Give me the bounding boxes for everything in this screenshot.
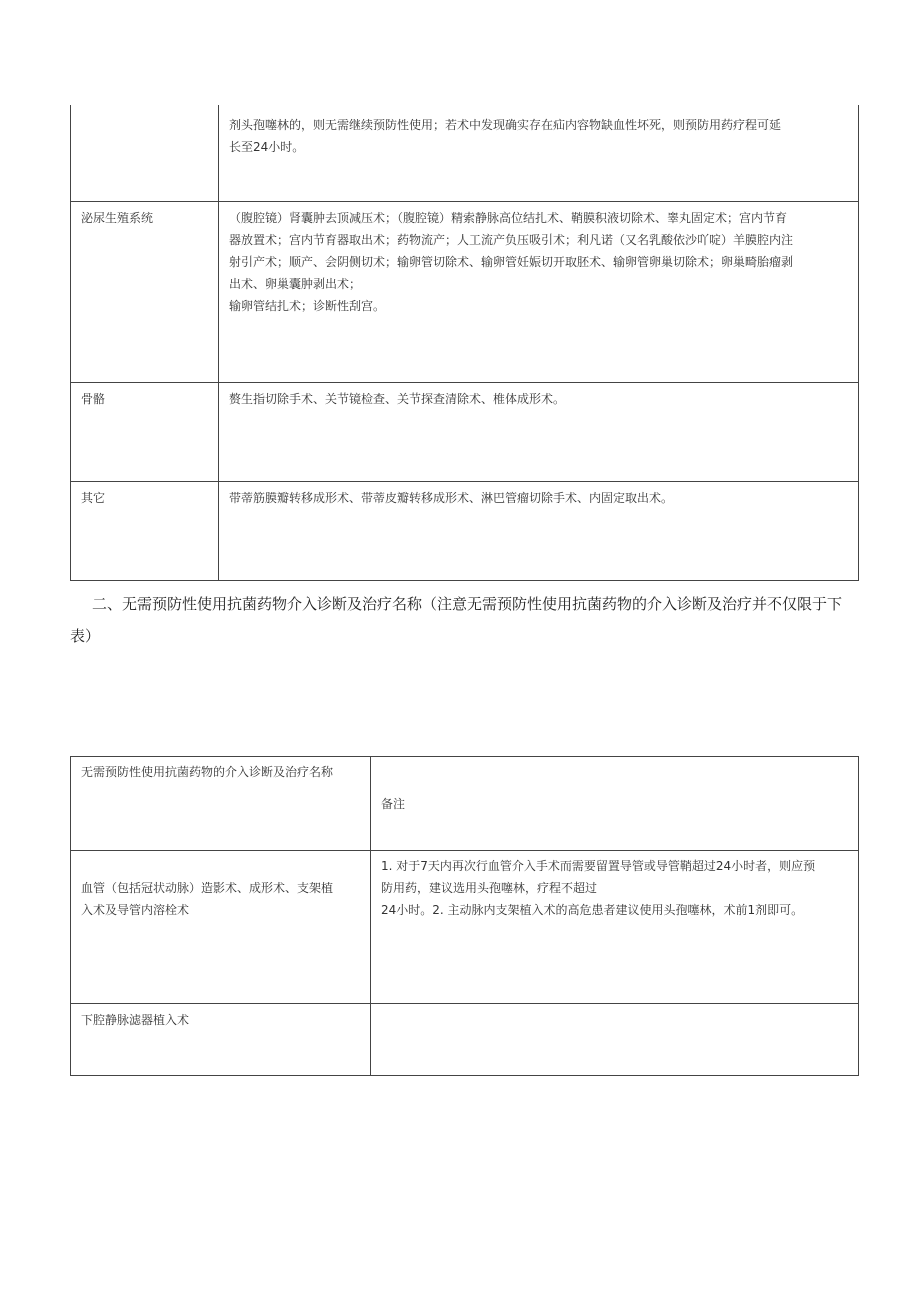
category-cell	[71, 481, 219, 580]
header-name: 无需预防性使用抗菌药物的介入诊断及治疗名称	[81, 765, 334, 779]
content-line: 输卵管结扎术；诊断性刮宫。	[229, 298, 386, 313]
header-note-cell	[371, 757, 859, 851]
name-cell	[71, 1004, 371, 1076]
table-row	[71, 382, 859, 481]
table-header-row	[71, 757, 859, 851]
content-line: 剂头孢噻林的，则无需继续预防性使用；若术中发现确实存在疝内容物缺血性坏死，则预防用药疗程可延	[229, 118, 782, 132]
name-line: 血管（包括冠状动脉）造影术、成形术、支架植	[81, 881, 334, 895]
category-label: 其它	[81, 490, 106, 505]
category-cell	[71, 105, 219, 201]
note-line: 24小时。2. 主动脉内支架植入术的高危患者建议使用头孢噻林，术前1剂即可。	[381, 903, 804, 917]
table-row	[71, 105, 859, 201]
name-line: 下腔静脉滤器植入术	[81, 1013, 190, 1027]
content-line: 器放置术；宫内节育器取出术；药物流产；人工流产负压吸引术；利凡诺（又名乳酸依沙吖啶）羊膜腔内注	[229, 232, 794, 247]
name-cell	[71, 851, 371, 1004]
table-row	[71, 201, 859, 382]
header-note: 备注	[381, 797, 406, 811]
content-line: 出术、卵巢囊肿剥出术；	[229, 276, 362, 291]
header-name-cell	[71, 757, 371, 851]
category-label: 泌尿生殖系统	[81, 210, 154, 225]
intervention-table	[70, 756, 859, 1076]
content-line: 带蒂筋膜瓣转移成形术、带蒂皮瓣转移成形术、淋巴管瘤切除手术、内固定取出术。	[229, 490, 674, 505]
surgery-category-table	[70, 105, 859, 581]
note-line: 1. 对于7天内再次行血管介入手术而需要留置导管或导管鞘超过24小时者，则应预	[381, 859, 816, 873]
category-label: 骨骼	[81, 391, 106, 406]
table-row	[71, 481, 859, 580]
category-cell	[71, 382, 219, 481]
content-line: 长至24小时。	[229, 140, 305, 154]
content-cell	[219, 105, 859, 201]
table-row	[71, 851, 859, 1004]
name-line: 入术及导管内溶栓术	[81, 903, 190, 917]
category-cell	[71, 201, 219, 382]
table-row	[71, 1004, 859, 1076]
note-line: 防用药，建议选用头孢噻林，疗程不超过	[381, 881, 598, 895]
content-cell	[219, 382, 859, 481]
content-line: （腹腔镜）肾囊肿去顶减压术；（腹腔镜）精索静脉高位结扎术、鞘膜积液切除术、睾丸固定术；宫内节育	[229, 210, 788, 225]
note-cell	[371, 851, 859, 1004]
content-line: 赘生指切除手术、关节镜检查、关节探查清除术、椎体成形术。	[229, 391, 566, 406]
content-cell	[219, 201, 859, 382]
note-cell	[371, 1004, 859, 1076]
content-line: 射引产术；顺产、会阴侧切术；输卵管切除术、输卵管妊娠切开取胚术、输卵管卵巢切除术；卵巢畸胎瘤剥	[229, 254, 794, 269]
section-heading: 二、无需预防性使用抗菌药物介入诊断及治疗名称（注意无需预防性使用抗菌药物的介入诊断及治疗并不仅限于下表）	[70, 595, 843, 645]
content-cell	[219, 481, 859, 580]
